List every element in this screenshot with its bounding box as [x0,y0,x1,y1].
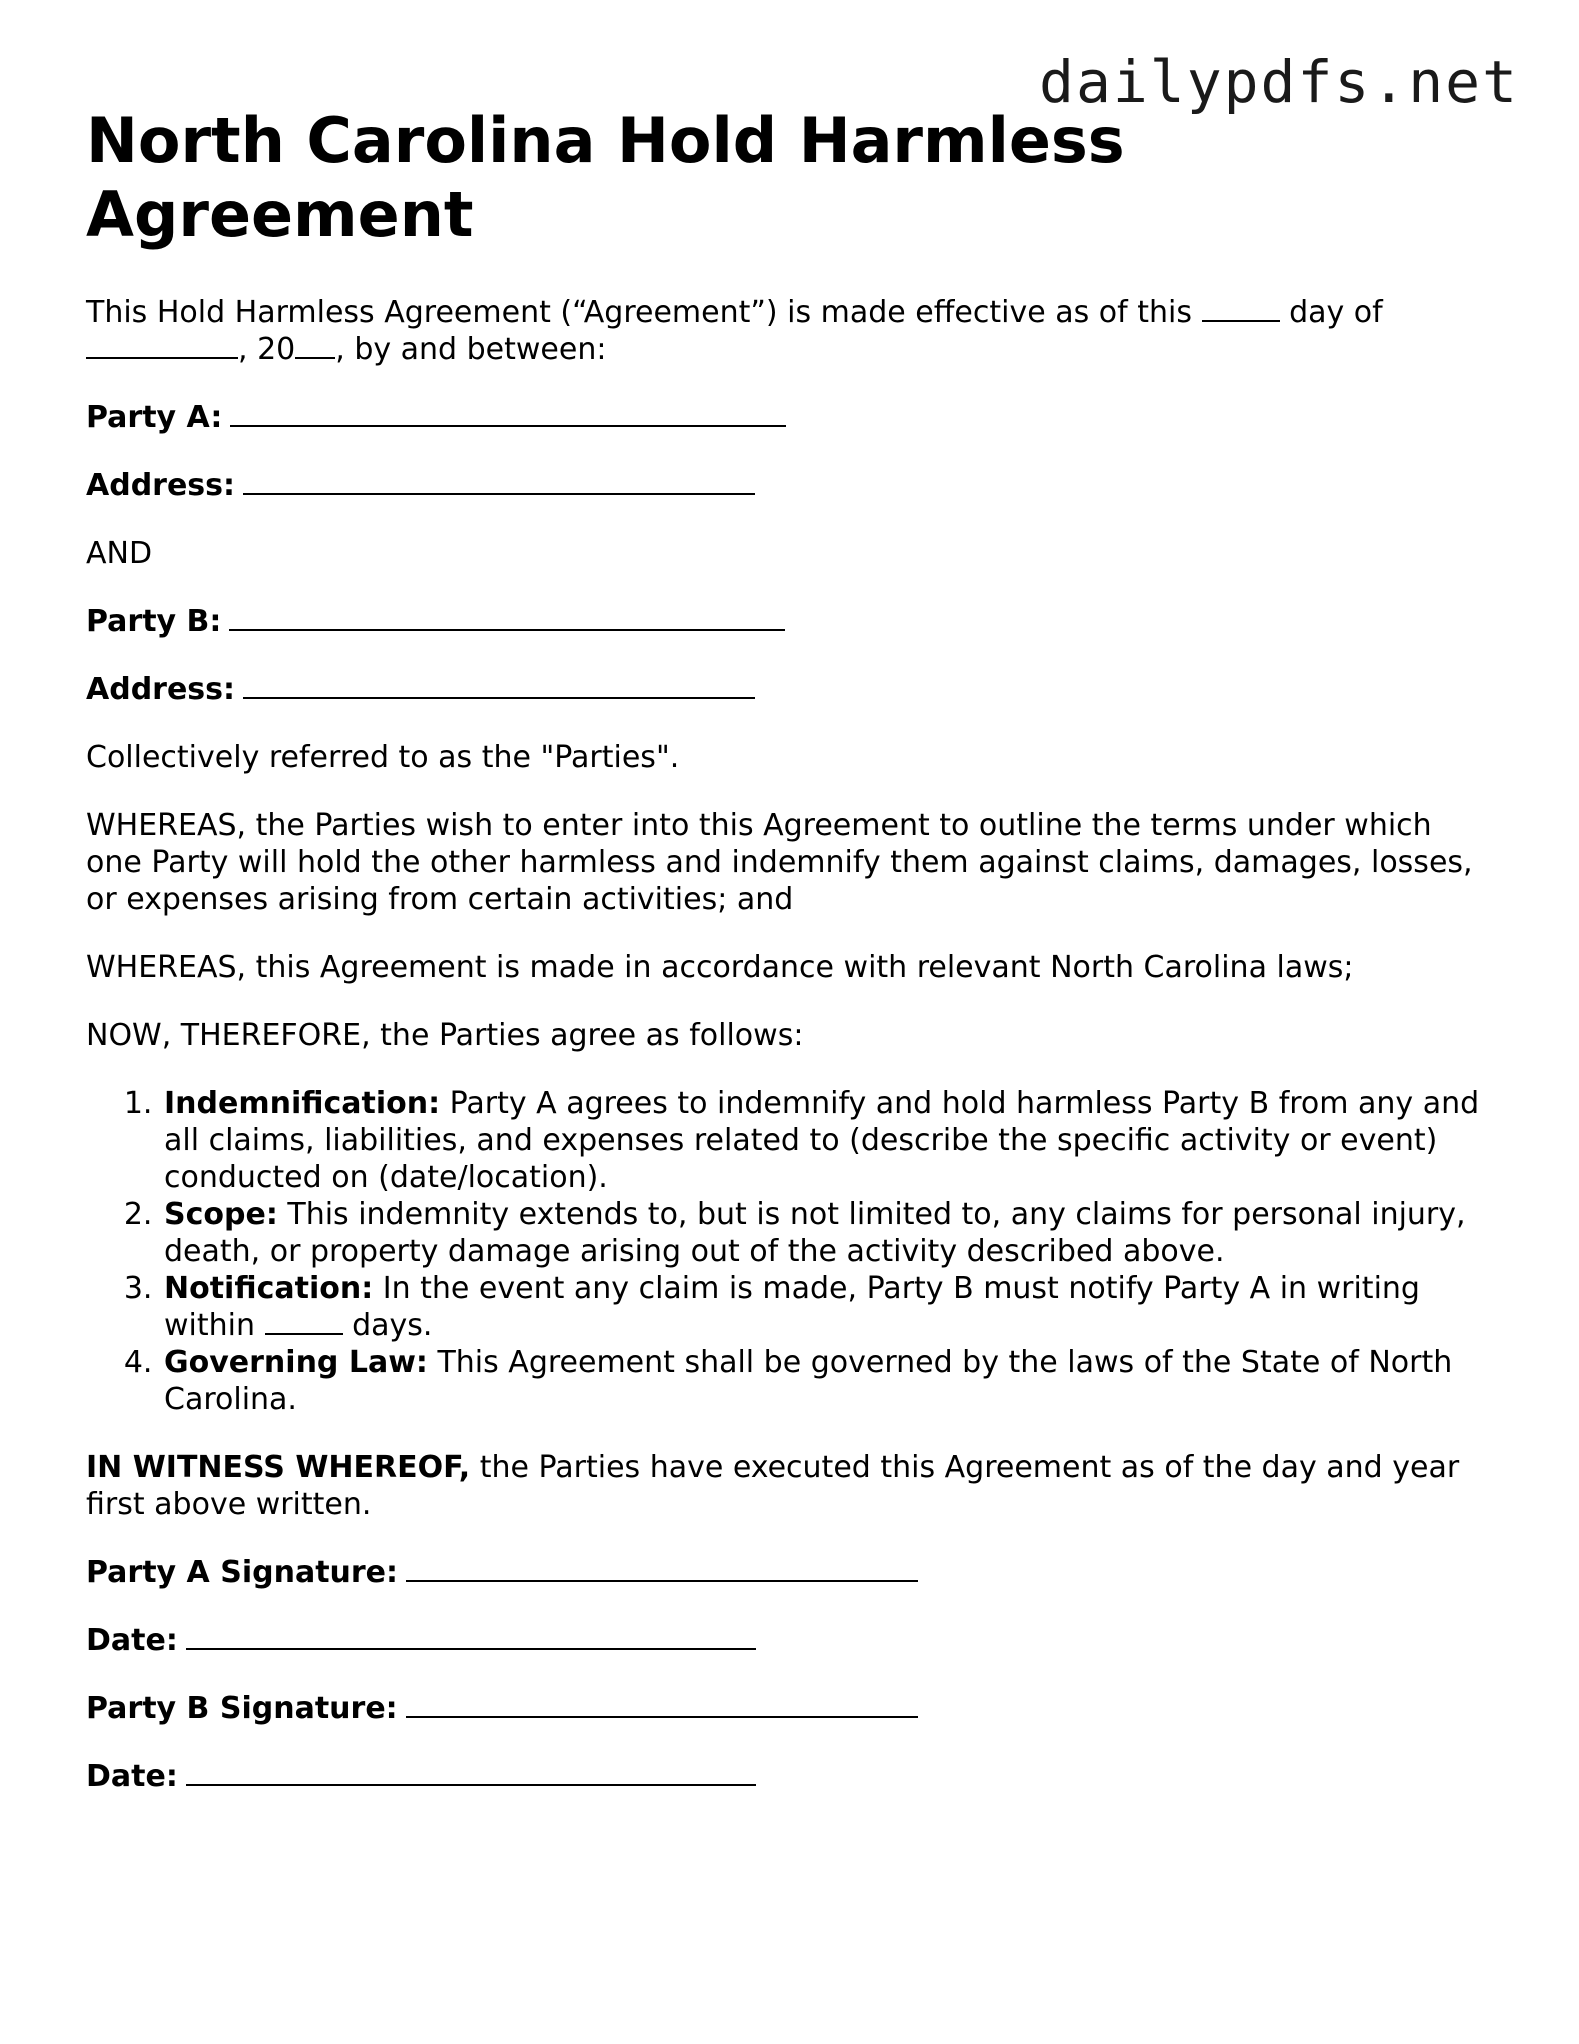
term-heading: Scope: [164,1197,278,1232]
party-b-address-label: Address: [86,672,236,707]
intro-text-2: day of [1289,295,1383,330]
party-a-label: Party A: [86,400,223,435]
party-b-date-label: Date: [86,1759,178,1794]
terms-list [86,1085,1496,1418]
term-text: In the event any claim is made, Party B must notify Party A in writing within [164,1271,1420,1343]
effective-year-blank[interactable] [295,333,335,359]
intro-text-3: , 20 [238,332,296,367]
party-a-signature-blank[interactable] [406,1554,918,1582]
party-b-field [86,603,1496,640]
witness-text: the Parties have executed this Agreement as of the day and year first above written. [86,1450,1460,1522]
party-a-signature-label: Party A Signature: [86,1555,399,1590]
term-heading: Governing Law: [164,1345,428,1380]
whereas-paragraph-2: WHEREAS, this Agreement is made in accordance with relevant North Carolina laws; [86,950,1354,985]
party-b-date-blank[interactable] [186,1758,756,1786]
term-text-after: days. [352,1308,433,1343]
party-a-address-label: Address: [86,468,236,503]
effective-day-blank[interactable] [1202,296,1280,322]
term-text: This indemnity extends to, but is not limited to, any claims for personal injury, death, or property damage arising out of the activity described above. [164,1197,1466,1269]
term-text: Party A agrees to indemnify and hold harmless Party B from any and all claims, liabilities, and expenses related to (describe the specific activity or event) conducted on (date/location). [164,1086,1480,1195]
watermark: dailypdfs.net [1039,48,1519,116]
effective-month-blank[interactable] [86,333,238,359]
notification-days-blank[interactable] [265,1309,343,1335]
party-a-blank[interactable] [230,399,786,427]
party-b-address-field [86,671,1496,708]
collective-text: Collectively referred to as the "Parties". [86,740,680,775]
witness-paragraph [86,1449,1496,1523]
party-a-date-field [86,1622,1496,1659]
intro-text-4: , by and between: [335,332,607,367]
party-b-label: Party B: [86,604,222,639]
term-heading: Notification: [164,1271,374,1306]
party-a-signature-field [86,1554,1496,1591]
party-b-signature-label: Party B Signature: [86,1691,398,1726]
whereas-paragraph-1: WHEREAS, the Parties wish to enter into this Agreement to outline the terms under which one Party will hold the other harmless and indemnify them against claims, damages, losses, or expenses arising from certain activities; and [86,808,1473,917]
term-item [162,1196,1496,1270]
document-title: North Carolina Hold Harmless Agreement [86,104,1125,251]
document-page [86,104,1496,1795]
intro-paragraph [86,294,1496,368]
term-item [162,1344,1496,1418]
party-a-address-blank[interactable] [243,467,755,495]
party-b-date-field [86,1758,1496,1795]
term-item [162,1085,1496,1196]
witness-heading: IN WITNESS WHEREOF, [86,1450,471,1485]
now-therefore-paragraph: NOW, THEREFORE, the Parties agree as follows: [86,1018,804,1053]
intro-text-1: This Hold Harmless Agreement (“Agreement”) is made effective as of this [86,295,1192,330]
party-a-address-field [86,467,1496,504]
party-a-date-blank[interactable] [186,1622,756,1650]
party-b-blank[interactable] [229,603,785,631]
and-text: AND [86,536,153,571]
term-heading: Indemnification: [164,1086,441,1121]
term-text: This Agreement shall be governed by the laws of the State of North Carolina. [164,1345,1453,1417]
party-b-signature-field [86,1690,1496,1727]
term-item [162,1270,1496,1344]
party-a-field [86,399,1496,436]
party-a-date-label: Date: [86,1623,178,1658]
party-b-address-blank[interactable] [243,671,755,699]
party-b-signature-blank[interactable] [406,1690,918,1718]
